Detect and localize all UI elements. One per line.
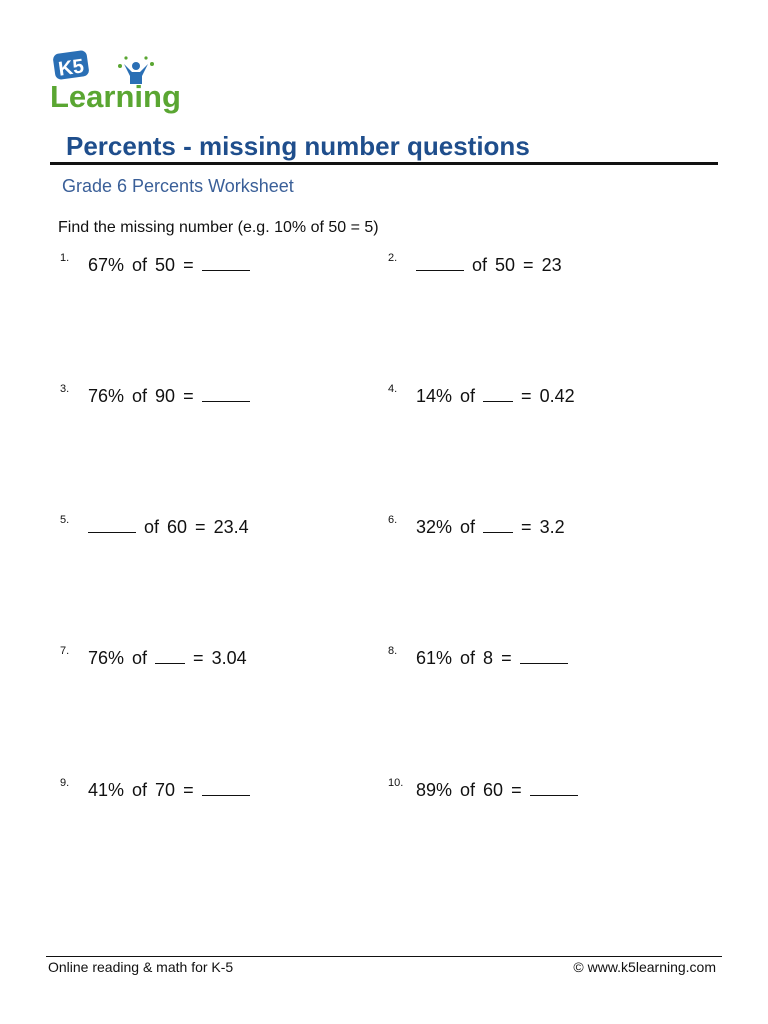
- problem-expression: [88, 645, 255, 669]
- expression-token: =: [523, 255, 534, 275]
- expression-token: =: [183, 386, 194, 406]
- problem-number: 5.: [60, 514, 70, 526]
- expression-token: 23: [541, 255, 562, 275]
- problem-expression: [88, 777, 258, 801]
- expression-token: 50: [495, 255, 516, 275]
- problem-expression: [416, 514, 573, 538]
- svg-text:K5: K5: [57, 55, 86, 81]
- expression-token: of: [132, 386, 148, 406]
- expression-token: 50: [155, 255, 176, 275]
- answer-blank[interactable]: [416, 252, 464, 271]
- problem-expression: [416, 252, 570, 276]
- expression-token: =: [511, 780, 522, 800]
- problem-expression: [88, 383, 258, 407]
- footer-rule: [46, 956, 722, 957]
- answer-blank[interactable]: [202, 252, 250, 271]
- worksheet-title: Percents - missing number questions: [66, 131, 530, 161]
- expression-token: of: [132, 648, 148, 668]
- worksheet-subtitle: Grade 6 Percents Worksheet: [62, 176, 294, 196]
- problem-expression: [88, 252, 258, 276]
- expression-token: =: [193, 648, 204, 668]
- expression-token: 32%: [416, 517, 453, 537]
- expression-token: 8: [483, 648, 494, 668]
- expression-token: =: [501, 648, 512, 668]
- problem-number: 7.: [60, 645, 70, 657]
- svg-text:Learning: Learning: [50, 79, 181, 114]
- expression-token: 76%: [88, 386, 125, 406]
- expression-token: 61%: [416, 648, 453, 668]
- problem-number: 9.: [60, 777, 70, 789]
- expression-token: =: [521, 517, 532, 537]
- problem-expression: [416, 645, 576, 669]
- answer-blank[interactable]: [520, 645, 568, 664]
- expression-token: of: [144, 517, 160, 537]
- problem-number: 4.: [388, 383, 398, 395]
- expression-token: 76%: [88, 648, 125, 668]
- expression-token: 67%: [88, 255, 125, 275]
- problem-number: 2.: [388, 252, 398, 264]
- expression-token: 23.4: [213, 517, 249, 537]
- answer-blank[interactable]: [483, 383, 513, 402]
- problem-number: 1.: [60, 252, 70, 264]
- expression-token: of: [472, 255, 488, 275]
- problem-expression: [88, 514, 257, 538]
- footer-website: © www.k5learning.com: [573, 959, 716, 975]
- problem-number: 10.: [388, 777, 404, 789]
- expression-token: 3.2: [539, 517, 565, 537]
- expression-token: =: [195, 517, 206, 537]
- expression-token: 90: [155, 386, 176, 406]
- expression-token: 60: [167, 517, 188, 537]
- expression-token: of: [460, 780, 476, 800]
- expression-token: 41%: [88, 780, 125, 800]
- expression-token: =: [183, 255, 194, 275]
- answer-blank[interactable]: [483, 514, 513, 533]
- expression-token: 0.42: [539, 386, 575, 406]
- expression-token: 3.04: [211, 648, 247, 668]
- problem-expression: [416, 383, 583, 407]
- expression-token: of: [460, 648, 476, 668]
- title-rule: [50, 162, 718, 165]
- problem-number: 6.: [388, 514, 398, 526]
- expression-token: 89%: [416, 780, 453, 800]
- problem-number: 3.: [60, 383, 70, 395]
- answer-blank[interactable]: [155, 645, 185, 664]
- answer-blank[interactable]: [88, 514, 136, 533]
- instructions: Find the missing number (e.g. 10% of 50 = 5): [58, 219, 379, 236]
- answer-blank[interactable]: [202, 383, 250, 402]
- expression-token: 60: [483, 780, 504, 800]
- answer-blank[interactable]: [202, 777, 250, 796]
- footer-tagline: Online reading & math for K-5: [48, 959, 234, 975]
- expression-token: of: [460, 517, 476, 537]
- expression-token: of: [460, 386, 476, 406]
- problem-number: 8.: [388, 645, 398, 657]
- k5-learning-logo: [48, 50, 188, 114]
- expression-token: =: [521, 386, 532, 406]
- expression-token: 70: [155, 780, 176, 800]
- expression-token: =: [183, 780, 194, 800]
- problem-expression: [416, 777, 586, 801]
- answer-blank[interactable]: [530, 777, 578, 796]
- expression-token: 14%: [416, 386, 453, 406]
- expression-token: of: [132, 780, 148, 800]
- expression-token: of: [132, 255, 148, 275]
